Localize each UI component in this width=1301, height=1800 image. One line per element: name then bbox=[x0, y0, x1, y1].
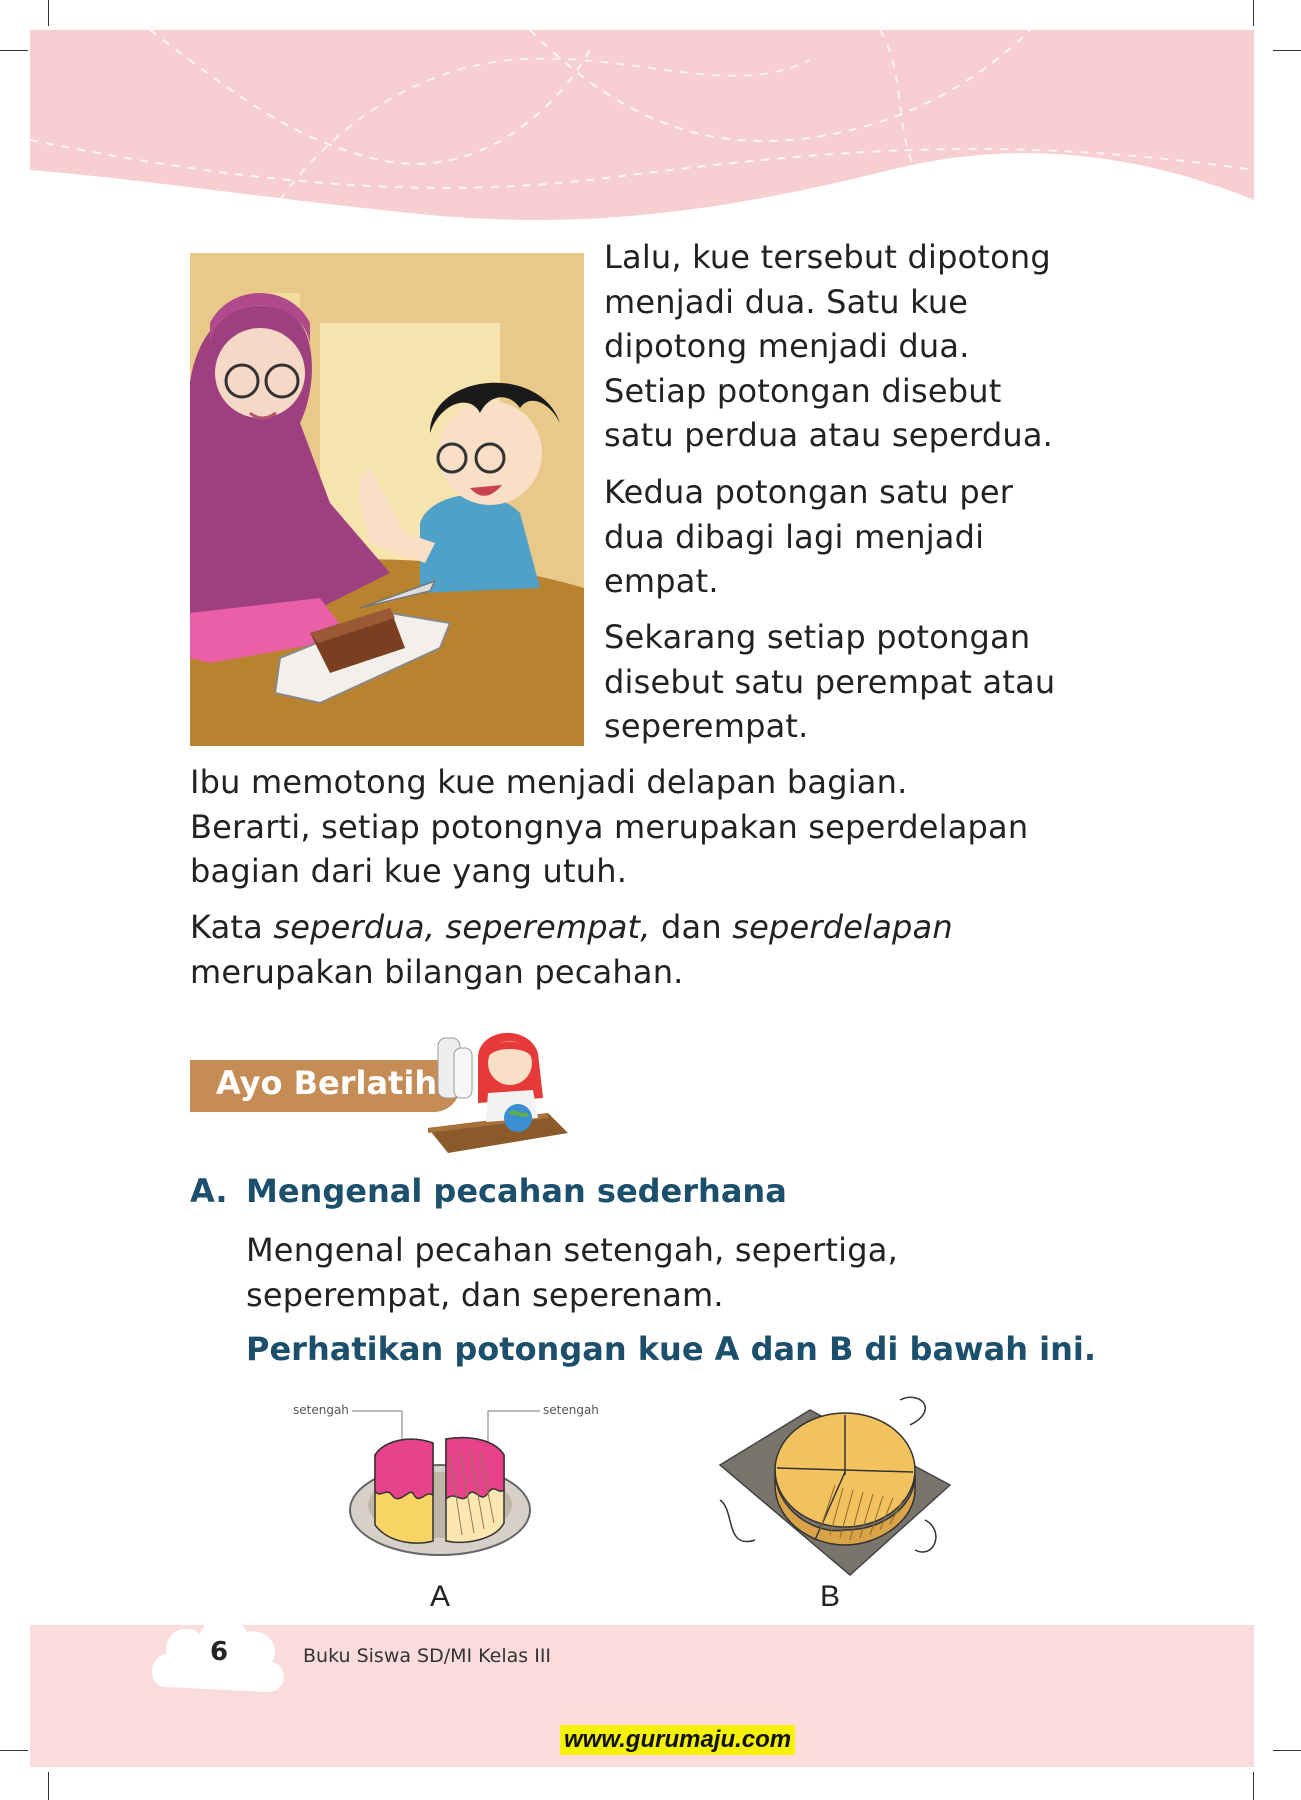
page-number: 6 bbox=[210, 1637, 229, 1667]
story-paragraph-3: Sekarang setiap potongan disebut satu perempat atau seperempat. bbox=[604, 618, 1056, 745]
book-title: Buku Siswa SD/MI Kelas III bbox=[303, 1645, 552, 1667]
cake-b-quarters-illustration bbox=[715, 1390, 955, 1580]
story-paragraph-4: Ibu memotong kue menjadi delapan bagian. Berarti, setiap potongnya merupakan seperdelapan bagian dari kue yang utuh. bbox=[190, 763, 1029, 890]
section-letter: A. bbox=[190, 1172, 228, 1210]
section-description: Mengenal pecahan setengah, sepertiga, seperempat, dan seperenam. bbox=[246, 1231, 898, 1314]
instruction-text: Perhatikan potongan kue A dan B di bawah ini. bbox=[246, 1330, 1096, 1368]
mother-cutting-cake-illustration bbox=[190, 253, 584, 746]
cake-a-left-annotation: setengah bbox=[293, 1403, 349, 1417]
cake-a-halves-illustration bbox=[330, 1395, 610, 1575]
section-title: Mengenal pecahan sederhana bbox=[246, 1172, 787, 1210]
crop-mark bbox=[1273, 1750, 1301, 1751]
section-a-heading bbox=[190, 1172, 787, 1210]
cake-b-label: B bbox=[820, 1580, 841, 1613]
header-decoration bbox=[30, 30, 1254, 230]
crop-mark bbox=[48, 0, 49, 26]
website-link[interactable]: www.gurumaju.com bbox=[560, 1725, 795, 1755]
crop-mark bbox=[0, 50, 28, 51]
crop-mark bbox=[1253, 1772, 1254, 1800]
story-paragraph-2: Kedua potongan satu per dua dibagi lagi menjadi empat. bbox=[604, 473, 1014, 600]
crop-mark bbox=[0, 1750, 28, 1751]
fraction-words-paragraph: Kata seperdua, seperempat, dan seperdelapan merupakan bilangan pecahan. bbox=[190, 908, 953, 991]
cake-a-right-annotation: setengah bbox=[543, 1403, 599, 1417]
crop-mark bbox=[48, 1772, 49, 1800]
crop-mark bbox=[1253, 0, 1254, 26]
cake-a-label: A bbox=[430, 1580, 451, 1613]
crop-mark bbox=[1273, 50, 1301, 51]
ayo-berlatih-label: Ayo Berlatih bbox=[216, 1064, 438, 1102]
story-paragraph-1: Lalu, kue tersebut dipotong menjadi dua. Satu kue dipotong menjadi dua. Setiap potongan disebut satu perdua atau seperdua. bbox=[604, 238, 1053, 454]
girl-studying-icon bbox=[418, 1018, 578, 1154]
